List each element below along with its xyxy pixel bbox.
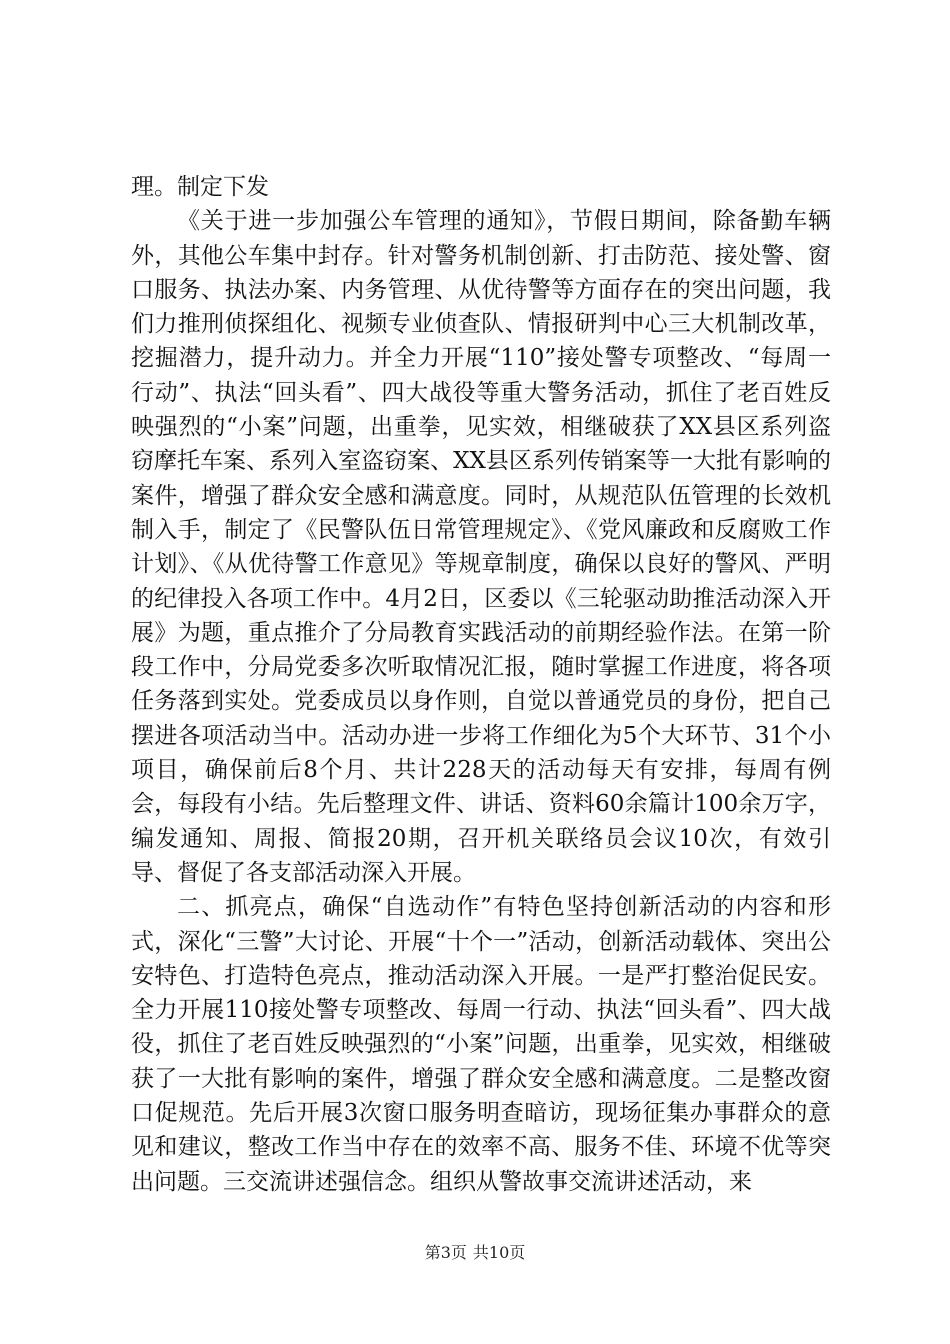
page-total: 共10页 (472, 1243, 526, 1262)
paragraph-notice: 《关于进一步加强公车管理的通知》，节假日期间，除备勤车辆外，其他公车集中封存。针对警务机制创新、打击防范、接处警、窗口服务、执法办案、内务管理、从优待警等方面存在的突出问题，我们力推刑侦探组化、视频专业侦查队、情报研判中心三大机制改革，挖掘潜力，提升动力。并全力开展“110”接处警专项整改、“每周一行动”、执法“回头看”、四大战役等重大警务活动，抓住了老百姓反映强烈的“小案”问题，出重拳，见实效，相继破获了XX县区系列盗窃摩托车案、系列入室盗窃案、XX县区系列传销案等一大批有影响的案件，增强了群众安全感和满意度。同时，从规范队伍管理的长效机制入手，制定了《民警队伍日常管理规定》、《党风廉政和反腐败工作计划》、《从优待警工作意见》等规章制度，确保以良好的警风、严明的纪律投入各项工作中。4月2日，区委以《三轮驱动助推活动深入开展》为题，重点推介了分局教育实践活动的前期经验作法。在第一阶段工作中，分局党委多次听取情况汇报，随时掌握工作进度，将各项任务落到实处。党委成员以身作则，自觉以普通党员的身份，把自己摆进各项活动当中。活动办进一步将工作细化为5个大环节、31个小项目，确保前后8个月、共计228天的活动每天有安排，每周有例会，每段有小结。先后整理文件、讲话、资料60余篇计100余万字，编发通知、周报、简报20期，召开机关联络员会议10次，有效引导、督促了各支部活动深入开展。 (131, 208, 831, 886)
paragraph-highlights: 二、抓亮点，确保“自选动作”有特色坚持创新活动的内容和形式，深化“三警”大讨论、开展“十个一”活动，创新活动载体、突出公安特色、打造特色亮点，推动活动深入开展。一是严打整治促民安。全力开展110接处警专项整改、每周一行动、执法“回头看”、四大战役，抓住了老百姓反映强烈的“小案”问题，出重拳，见实效，相继破获了一大批有影响的案件，增强了群众安全感和满意度。二是整改窗口促规范。先后开展3次窗口服务明查暗访，现场征集办事群众的意见和建议，整改工作当中存在的效率不高、服务不佳、环境不优等突出问题。三交流讲述强信念。组织从警故事交流讲述活动，来 (131, 894, 831, 1195)
page-footer (0, 1243, 950, 1263)
paragraph-continued: 理。制定下发 (131, 174, 269, 200)
document-body (131, 170, 831, 1199)
page-number: 第3页 (424, 1243, 467, 1262)
